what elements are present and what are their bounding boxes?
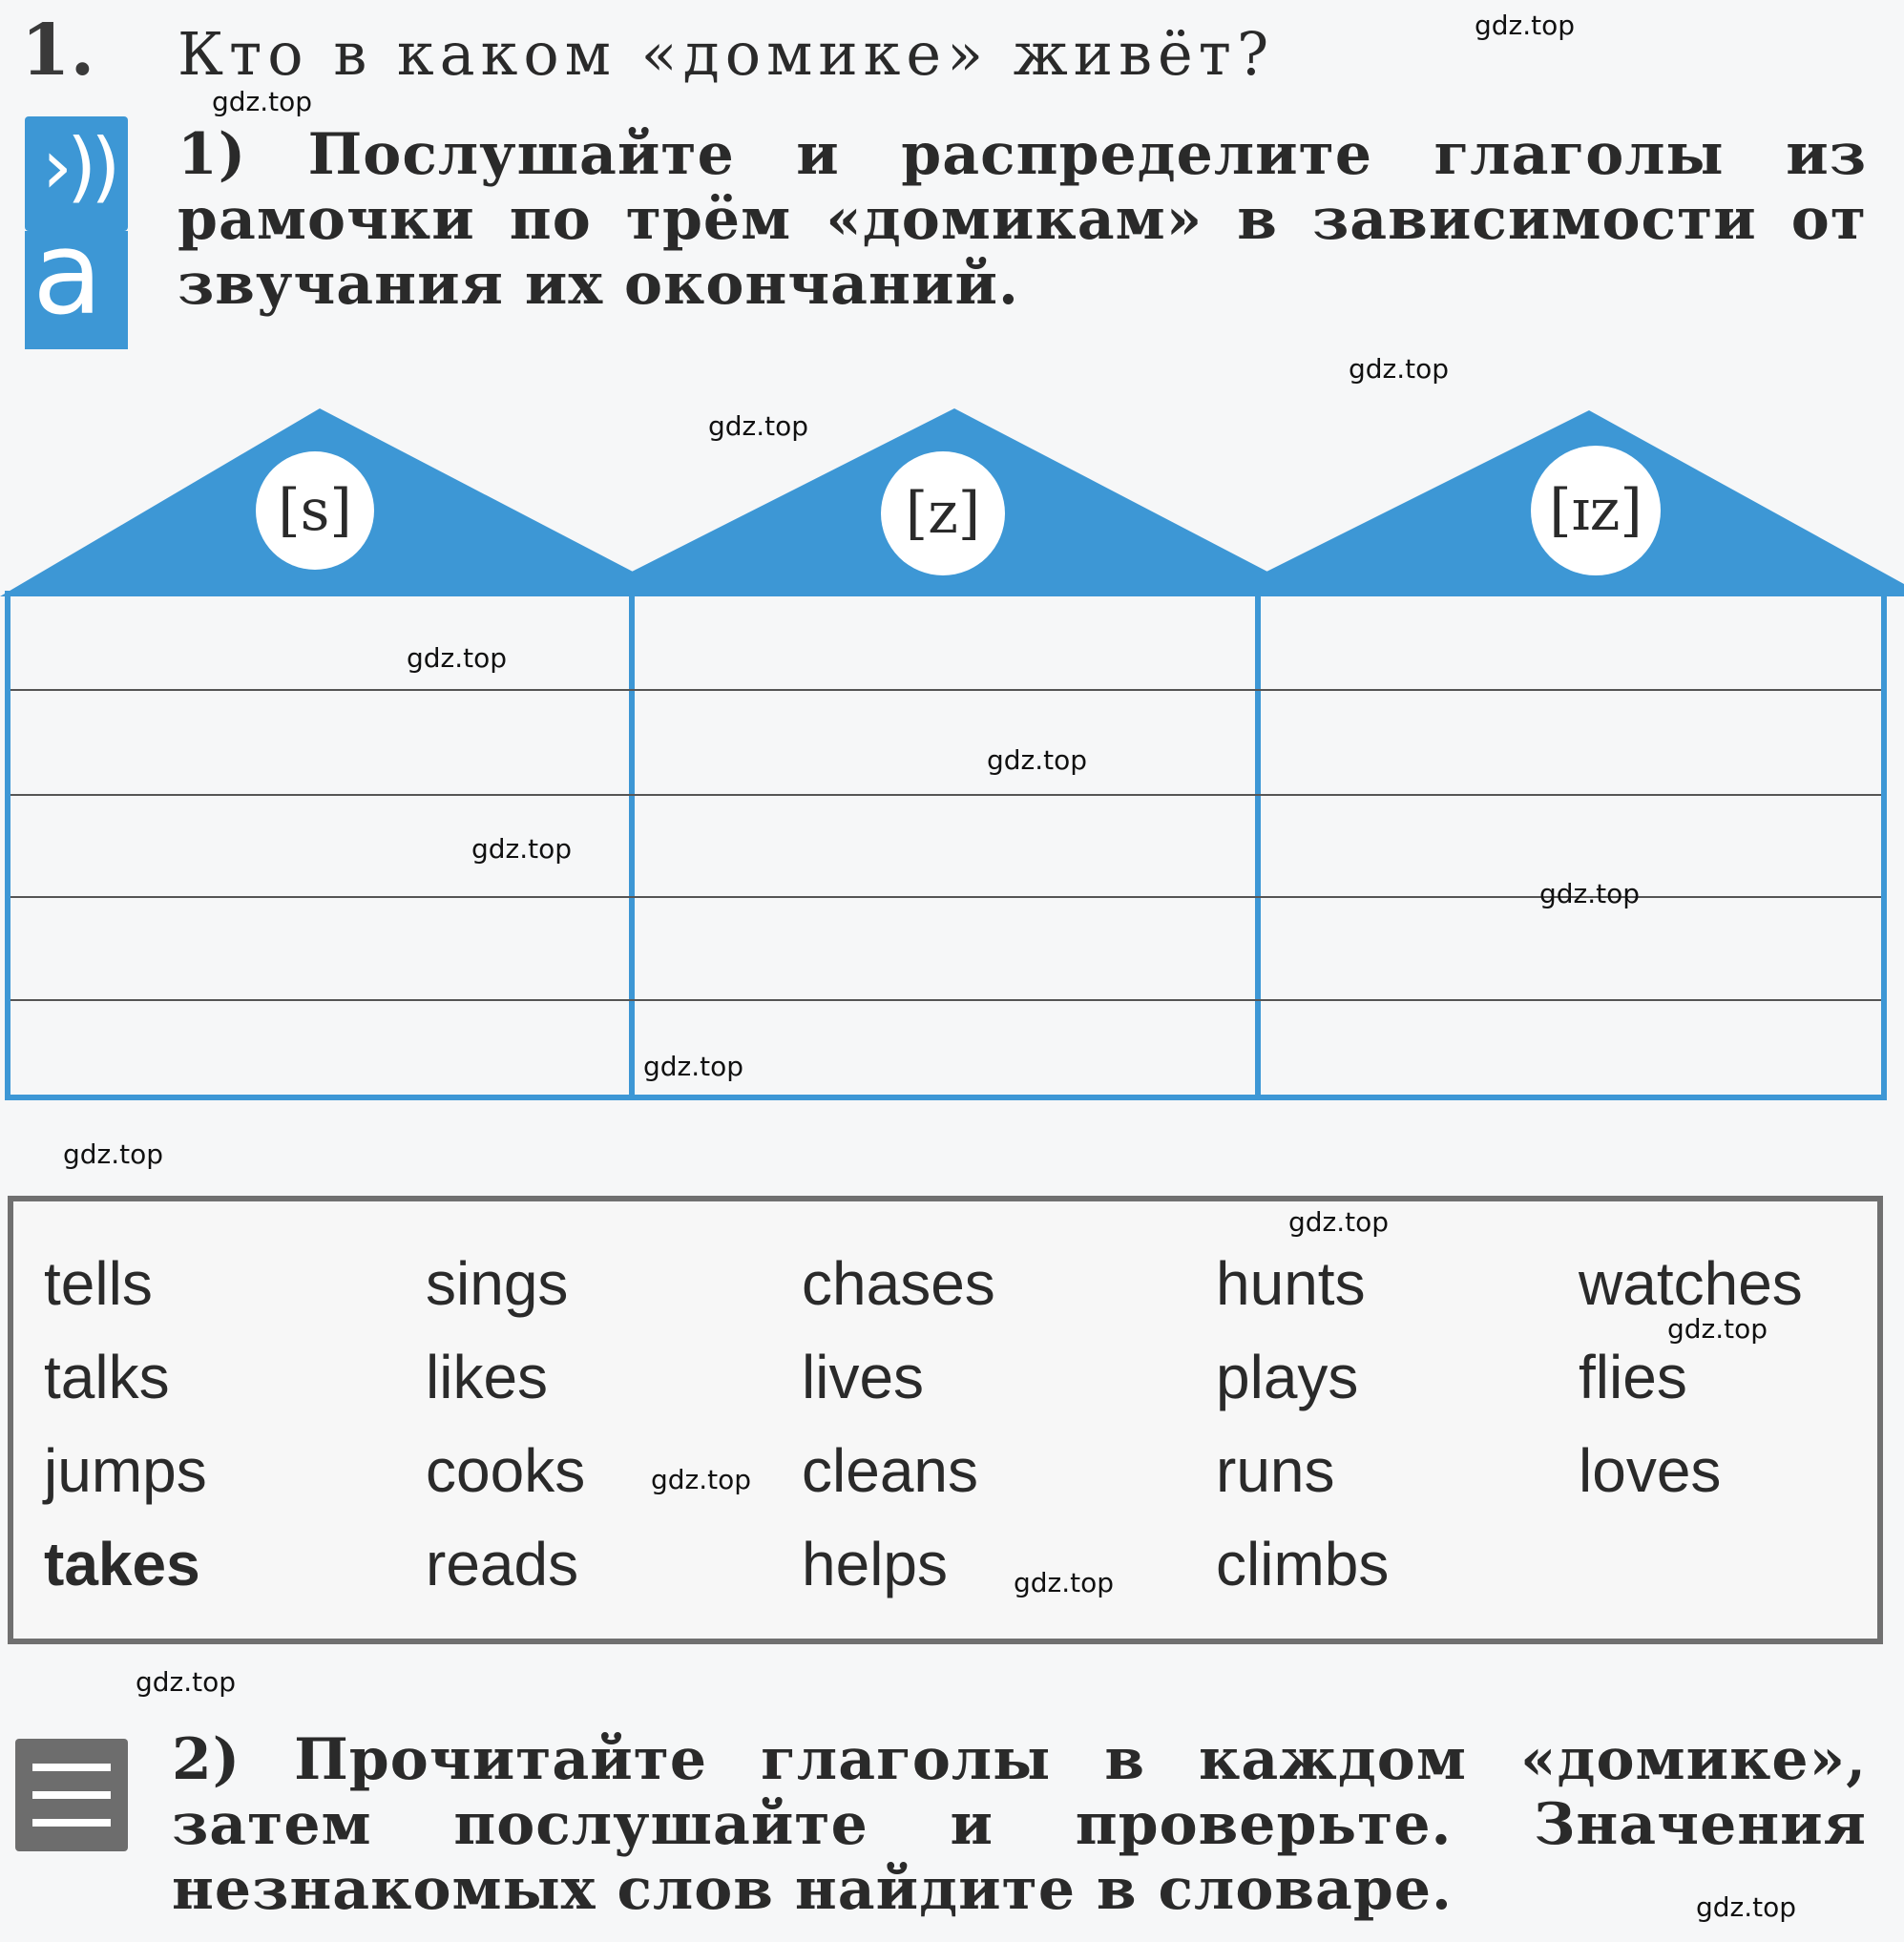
watermark: gdz.top: [708, 410, 809, 442]
watermark: gdz.top: [1539, 878, 1641, 909]
verb-word: reads: [426, 1530, 579, 1598]
verb-word: talks: [44, 1343, 170, 1411]
watermark: gdz.top: [1349, 353, 1450, 385]
watermark: gdz.top: [407, 642, 508, 674]
watermark: gdz.top: [1696, 1891, 1797, 1923]
verb-word: tells: [44, 1249, 153, 1318]
house-label-z: [z]: [905, 480, 981, 547]
verb-word: chases: [802, 1249, 995, 1318]
verb-word: lives: [802, 1343, 925, 1411]
watermark: gdz.top: [1667, 1313, 1768, 1345]
watermark: gdz.top: [987, 744, 1088, 776]
watermark: gdz.top: [1288, 1206, 1390, 1238]
verb-word: sings: [426, 1249, 569, 1318]
watermark: gdz.top: [212, 86, 313, 117]
house-label-iz: [ɪz]: [1549, 477, 1642, 544]
verb-word: helps: [802, 1530, 948, 1598]
verb-word: loves: [1579, 1436, 1722, 1505]
house-label-s: [s]: [278, 477, 352, 544]
watermark: gdz.top: [1475, 10, 1576, 41]
verb-word: hunts: [1216, 1249, 1366, 1318]
verb-word: likes: [426, 1343, 549, 1411]
table-frame: [8, 594, 1884, 1097]
verb-word: takes: [44, 1530, 200, 1598]
watermark: gdz.top: [63, 1138, 164, 1170]
watermark: gdz.top: [643, 1051, 744, 1082]
sound-waves-icon: ›)): [42, 122, 115, 211]
verb-word: watches: [1579, 1249, 1803, 1318]
list-icon: [15, 1739, 128, 1851]
watermark: gdz.top: [471, 833, 573, 865]
verb-word: climbs: [1216, 1530, 1390, 1598]
verb-word: plays: [1216, 1343, 1359, 1411]
exercise-number: 1.: [21, 10, 95, 92]
verb-word: cleans: [802, 1436, 978, 1505]
watermark: gdz.top: [651, 1464, 752, 1495]
exercise-title: Кто в каком «домике» живёт?: [178, 19, 1275, 89]
task1-instruction: 1) Послушайте и распределите глаголы из рамочки по трём «домикам» в зависимости от звучания их окончаний.: [178, 121, 1867, 318]
watermark: gdz.top: [1014, 1567, 1115, 1598]
task2-instruction: 2) Прочитайте глаголы в каждом «домике», затем послушайте и проверьте. Значения незнакомых слов найдите в словаре.: [172, 1726, 1867, 1923]
letter-a-icon: a: [25, 231, 128, 349]
watermark: gdz.top: [136, 1666, 237, 1698]
verb-word: jumps: [44, 1436, 207, 1505]
verb-word: cooks: [426, 1436, 586, 1505]
verb-word: runs: [1216, 1436, 1335, 1505]
verb-word: flies: [1579, 1343, 1687, 1411]
